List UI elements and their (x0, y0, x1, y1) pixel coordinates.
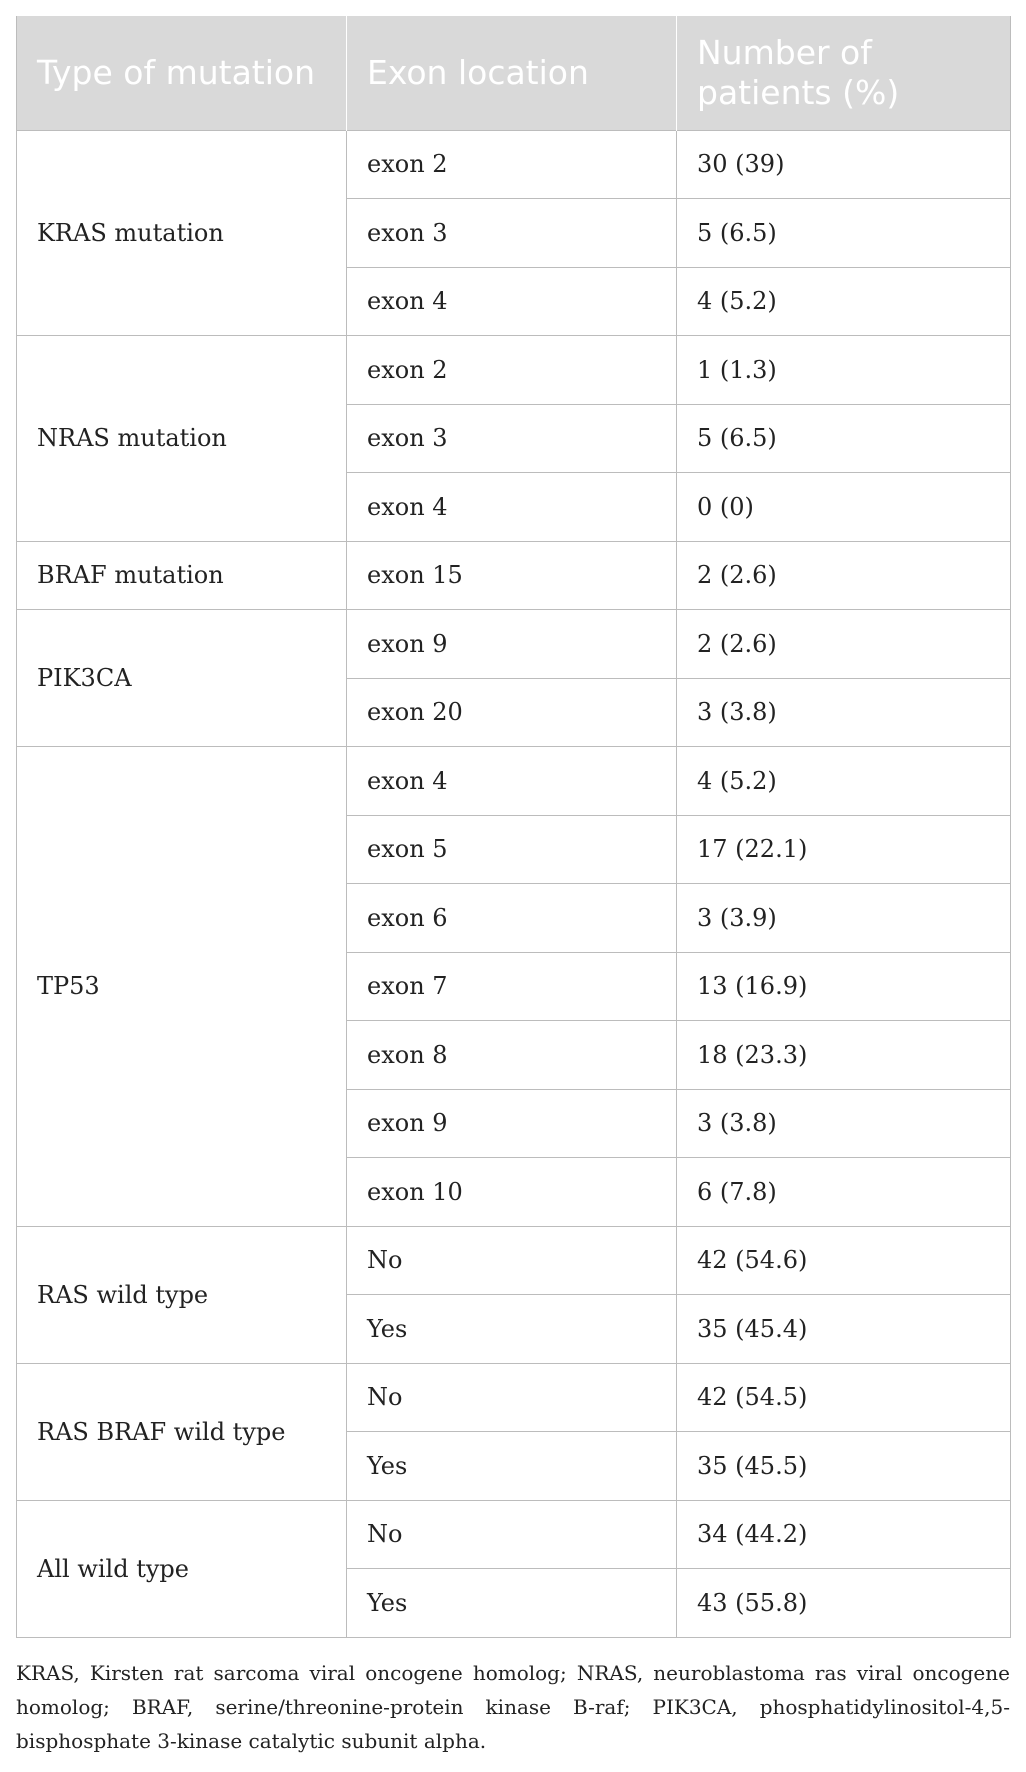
patient-count-cell: 13 (16.9) (677, 952, 1011, 1021)
mutation-type-cell: BRAF mutation (17, 541, 347, 610)
table-row (17, 747, 1011, 816)
patient-count-cell: 5 (6.5) (677, 199, 1011, 268)
exon-location-cell: exon 4 (347, 473, 677, 542)
patient-count-cell: 43 (55.8) (677, 1569, 1011, 1638)
exon-location-cell: exon 15 (347, 541, 677, 610)
exon-location-cell: exon 2 (347, 130, 677, 199)
exon-location-cell: exon 9 (347, 1089, 677, 1158)
patient-count-cell: 3 (3.9) (677, 884, 1011, 953)
exon-location-cell: exon 8 (347, 1021, 677, 1090)
patient-count-cell: 35 (45.5) (677, 1432, 1011, 1501)
patient-count-cell: 3 (3.8) (677, 678, 1011, 747)
table-row (17, 130, 1011, 199)
table-header (17, 16, 1011, 130)
mutation-type-cell: KRAS mutation (17, 130, 347, 336)
patient-count-cell: 5 (6.5) (677, 404, 1011, 473)
patient-count-cell: 0 (0) (677, 473, 1011, 542)
table-row (17, 1226, 1011, 1295)
exon-location-cell: No (347, 1226, 677, 1295)
exon-location-cell: exon 3 (347, 199, 677, 268)
patient-count-cell: 3 (3.8) (677, 1089, 1011, 1158)
exon-location-cell: exon 3 (347, 404, 677, 473)
exon-location-cell: Yes (347, 1295, 677, 1364)
patient-count-cell: 1 (1.3) (677, 336, 1011, 405)
patient-count-cell: 6 (7.8) (677, 1158, 1011, 1227)
exon-location-cell: exon 20 (347, 678, 677, 747)
exon-location-cell: No (347, 1363, 677, 1432)
mutation-type-cell: NRAS mutation (17, 336, 347, 542)
table-row (17, 1500, 1011, 1569)
patient-count-cell: 30 (39) (677, 130, 1011, 199)
table-body (17, 130, 1011, 1637)
patient-count-cell: 18 (23.3) (677, 1021, 1011, 1090)
patient-count-cell: 17 (22.1) (677, 815, 1011, 884)
exon-location-cell: exon 5 (347, 815, 677, 884)
patient-count-cell: 34 (44.2) (677, 1500, 1011, 1569)
table-row (17, 1363, 1011, 1432)
exon-location-cell: exon 10 (347, 1158, 677, 1227)
exon-location-cell: exon 4 (347, 747, 677, 816)
exon-location-cell: exon 4 (347, 267, 677, 336)
table-row (17, 541, 1011, 610)
exon-location-cell: No (347, 1500, 677, 1569)
patient-count-cell: 42 (54.5) (677, 1363, 1011, 1432)
header-number-of-patients: Number of patients (%) (677, 16, 1011, 130)
header-row (17, 16, 1011, 130)
table-row (17, 610, 1011, 679)
mutation-type-cell: RAS wild type (17, 1226, 347, 1363)
mutation-type-cell: RAS BRAF wild type (17, 1363, 347, 1500)
exon-location-cell: Yes (347, 1432, 677, 1501)
header-exon-location: Exon location (347, 16, 677, 130)
exon-location-cell: exon 2 (347, 336, 677, 405)
mutation-type-cell: PIK3CA (17, 610, 347, 747)
table-footnote: KRAS, Kirsten rat sarcoma viral oncogene homolog; NRAS, neuroblastoma ras viral oncogene homolog; BRAF, serine/threonine-protein kinase B-raf; PIK3CA, phosphatidylinositol-4,5-bisphosphate 3-kinase catalytic subunit alpha. (16, 1660, 1010, 1753)
mutation-type-cell: All wild type (17, 1500, 347, 1637)
patient-count-cell: 4 (5.2) (677, 267, 1011, 336)
header-type-of-mutation: Type of mutation (17, 16, 347, 130)
document (16, 16, 1010, 1758)
patient-count-cell: 4 (5.2) (677, 747, 1011, 816)
patient-count-cell: 2 (2.6) (677, 610, 1011, 679)
mutation-type-cell: TP53 (17, 747, 347, 1227)
patient-count-cell: 2 (2.6) (677, 541, 1011, 610)
patient-count-cell: 35 (45.4) (677, 1295, 1011, 1364)
exon-location-cell: exon 7 (347, 952, 677, 1021)
exon-location-cell: exon 6 (347, 884, 677, 953)
mutation-table (16, 16, 1011, 1638)
exon-location-cell: exon 9 (347, 610, 677, 679)
table-row (17, 336, 1011, 405)
patient-count-cell: 42 (54.6) (677, 1226, 1011, 1295)
exon-location-cell: Yes (347, 1569, 677, 1638)
